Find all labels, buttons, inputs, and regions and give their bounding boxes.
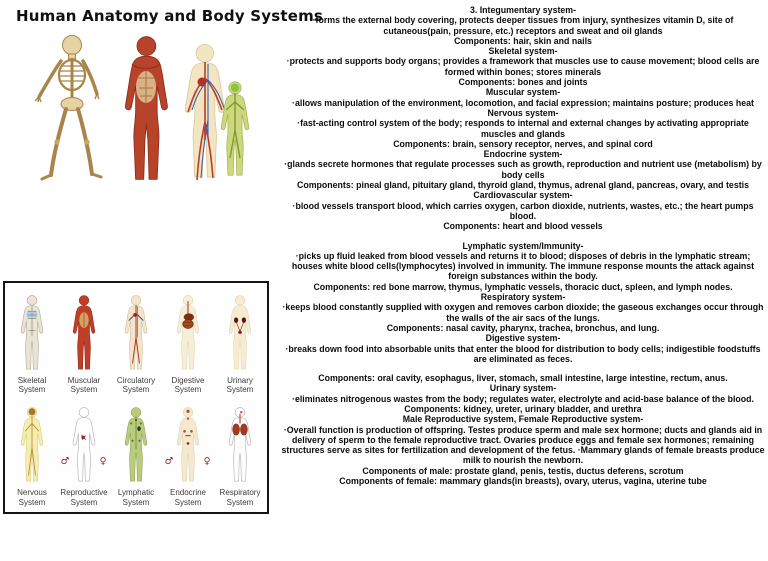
urinary-components: Components: kidney, ureter, urinary bladder, and urethra xyxy=(404,403,642,414)
skeletal-components: Components: bones and joints xyxy=(458,77,588,88)
cardiovascular-components: Components: heart and blood vessels xyxy=(443,221,603,232)
reproductive-components-female: Components of female: mammary glands(in breasts), ovary, uterus, vagina, uterine tube xyxy=(339,476,707,487)
integumentary-function: ·forms the external body covering, protects deeper tissues from injury, synthesizes vitamin D, site of cutaneous(pain, pressure, etc.) receptors and sweat and oil glands xyxy=(312,15,734,36)
male-symbol-icon: ♂ xyxy=(60,456,70,468)
reproductive-system-label: Reproductive System xyxy=(60,488,108,507)
nervous-heading: Nervous system- xyxy=(487,107,559,118)
respiratory-system-icon xyxy=(214,404,266,488)
lymphatic-system-label: Lymphatic System xyxy=(117,488,155,507)
skeletal-system-label: Skeletal System xyxy=(17,375,47,394)
endocrine-system-icon xyxy=(162,404,214,488)
system-card-nervous xyxy=(6,398,58,511)
female-symbol-icon: ♀ xyxy=(203,456,211,468)
endocrine-system-label: Endocrine System xyxy=(169,488,207,507)
nervous-components: Components: brain, sensory receptor, nerves, and spinal cord xyxy=(393,138,653,149)
nervous-system-label: Nervous System xyxy=(17,488,47,507)
digestive-components: Components: oral cavity, esophagus, liver, stomach, small intestine, large intestine, rectum, anus. xyxy=(318,373,728,384)
digestive-system-icon xyxy=(162,292,214,376)
respiratory-system-label: Respiratory System xyxy=(219,488,261,507)
system-card-skeletal xyxy=(6,285,58,398)
integumentary-heading: 3. Integumentary system- xyxy=(469,5,577,15)
reproductive-components-male: Components of male: prostate gland, penis, testis, ductus deferens, scrotum xyxy=(362,465,684,476)
circulatory-system-icon xyxy=(110,292,162,376)
system-card-circulatory xyxy=(110,285,162,398)
muscular-figure-icon xyxy=(125,37,167,180)
nervous-system-icon xyxy=(6,404,58,488)
muscular-system-label: Muscular System xyxy=(67,375,101,394)
muscular-function: ·allows manipulation of the environment, locomotion, and facial expression; maintains posture; produces heat xyxy=(292,97,754,108)
urinary-heading: Urinary system- xyxy=(489,383,557,394)
skeletal-system-icon xyxy=(6,292,58,376)
integumentary-components: Components: hair, skin and nails xyxy=(454,35,592,46)
female-symbol-icon: ♀ xyxy=(99,456,107,468)
body-systems-grid xyxy=(3,281,269,514)
systems-description-text xyxy=(281,5,765,486)
digestive-heading: Digestive system- xyxy=(485,333,561,344)
anatomy-figures-illustration xyxy=(8,30,270,198)
digestive-function: ·breaks down food into absorbable units that enter the blood for distribution to body cells; indigestible foodstuffs are eliminated as feces. xyxy=(285,343,761,364)
system-card-digestive xyxy=(162,285,214,398)
lymphatic-system-icon xyxy=(110,404,162,488)
green-child-figure-icon xyxy=(221,82,249,175)
lymphatic-components: Components: red bone marrow, thymus, lymphatic vessels, thoracic duct, spleen, and lymph nodes. xyxy=(313,281,733,292)
reproductive-function: ·Overall function is production of offspring. Testes produce sperm and male sex hormone; ducts and glands aid in delivery of sperm to the female reproductive tract. Ovaries produce eggs and female sex hormones; remaining structures serve as sites for fertilization and development of the fetus. ·Mammary glands of female breasts produce milk to nourish the newborn. xyxy=(281,424,765,466)
skeletal-function: ·protects and supports body organs; provides a framework that muscles use to cause movement; blood cells are formed within bones; stores minerals xyxy=(286,56,760,77)
system-card-lymphatic xyxy=(110,398,162,511)
respiratory-function: ·keeps blood constantly supplied with oxygen and removes carbon dioxide; the gaseous exchanges occur through the walls of the air sacs of the lungs. xyxy=(282,302,764,323)
cardiovascular-function: ·blood vessels transport blood, which carries oxygen, carbon dioxide, nutrients, wastes, etc.; the heart pumps blood. xyxy=(292,200,754,221)
digestive-system-label: Digestive System xyxy=(171,375,205,394)
muscular-system-icon xyxy=(58,292,110,376)
skeletal-heading: Skeletal system- xyxy=(488,46,558,57)
urinary-function: ·eliminates nitrogenous wastes from the body; regulates water, electrolyte and acid-base balance of the blood. xyxy=(292,393,754,404)
lymphatic-function: ·picks up fluid leaked from blood vessels and returns it to blood; disposes of debris in the lymphatic stream; houses white blood cells(lymphocytes) involved in immunity. The immune response mounts the attack against foreign substances within the body. xyxy=(291,250,755,282)
system-card-muscular xyxy=(58,285,110,398)
respiratory-components: Components: nasal cavity, pharynx, trachea, bronchus, and lung. xyxy=(386,322,660,333)
system-card-urinary xyxy=(214,285,266,398)
urinary-system-label: Urinary System xyxy=(226,375,254,394)
endocrine-function: ·glands secrete hormones that regulate processes such as growth, reproduction and nutrient use (metabolism) by body cells xyxy=(284,159,762,180)
nervous-function: ·fast-acting control system of the body; responds to internal and external changes by activating appropriate muscles and glands xyxy=(297,118,749,139)
circulatory-system-label: Circulatory System xyxy=(116,375,156,394)
cardiovascular-heading: Cardiovascular system- xyxy=(473,190,573,201)
reproductive-heading: Male Reproductive system, Female Reproductive system- xyxy=(402,414,644,425)
endocrine-heading: Endocrine system- xyxy=(483,149,563,160)
page-title: Human Anatomy and Body Systems xyxy=(16,7,324,25)
endocrine-components: Components: pineal gland, pituitary gland, thyroid gland, thymus, adrenal gland, pancreas, ovary, and testis xyxy=(297,180,749,191)
reproductive-system-icon xyxy=(58,404,110,488)
skeleton-figure-icon xyxy=(35,36,101,180)
respiratory-heading: Respiratory system- xyxy=(480,292,566,303)
system-card-reproductive xyxy=(58,398,110,511)
muscular-heading: Muscular system- xyxy=(485,87,561,98)
male-symbol-icon: ♂ xyxy=(164,456,174,468)
system-card-respiratory xyxy=(214,398,266,511)
lymphatic-heading: Lymphatic system/Immunity- xyxy=(462,240,584,251)
system-card-endocrine xyxy=(162,398,214,511)
circulatory-figure-icon xyxy=(185,44,224,180)
urinary-system-icon xyxy=(214,292,266,376)
